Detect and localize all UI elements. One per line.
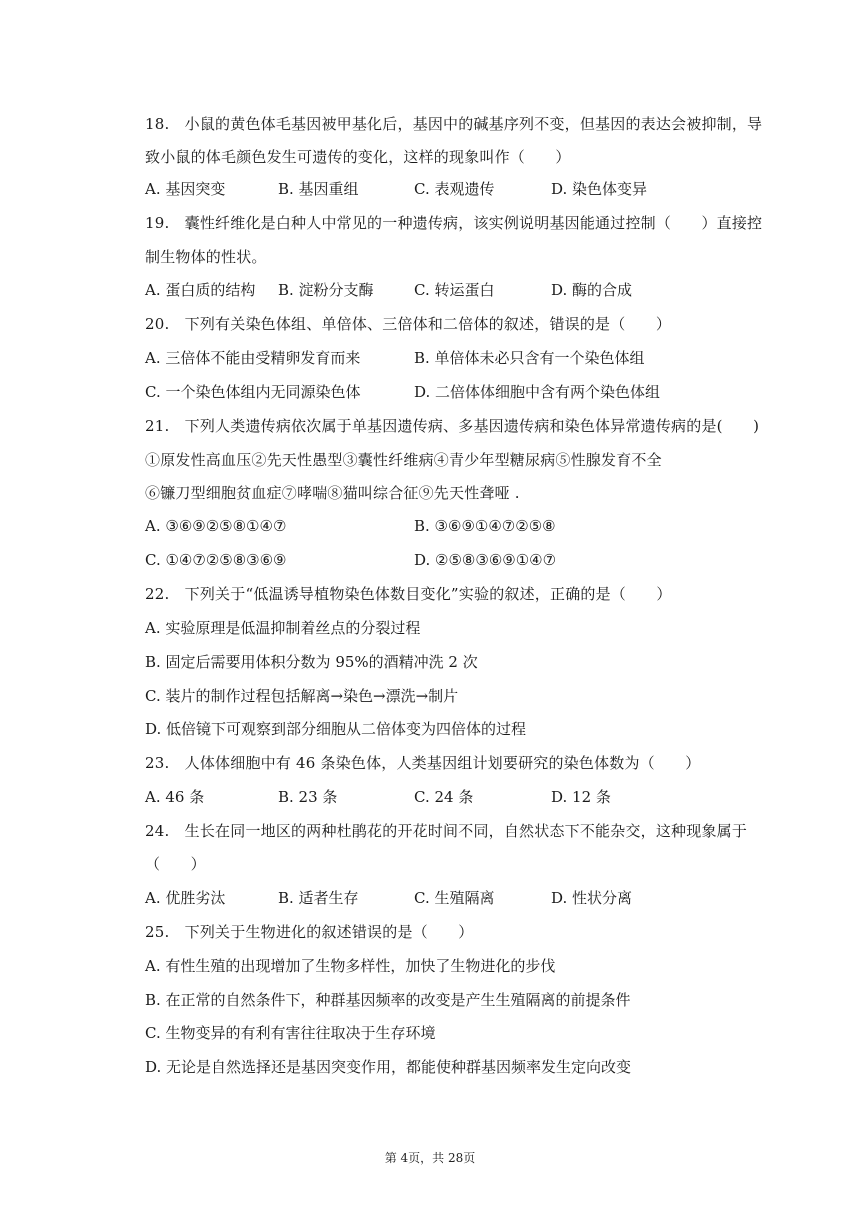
q24-option-a: A. 优胜劣汰 bbox=[145, 889, 226, 907]
q21-option-b: B. ③⑥⑨①④⑦②⑤⑧ bbox=[414, 517, 556, 535]
q23-stem-line1: 23. 人体体细胞中有 46 条染色体，人类基因组计划要研究的染色体数为（ ） bbox=[145, 754, 701, 772]
q20-option-c: C. 一个染色体组内无同源染色体 bbox=[145, 383, 361, 401]
q18-option-d: D. 染色体变异 bbox=[551, 180, 648, 198]
q24-stem-line1: 24. 生长在同一地区的两种杜鹃花的开花时间不同，自然状态下不能杂交，这种现象属于 bbox=[145, 822, 748, 840]
q22-option-b: B. 固定后需要用体积分数为 95%的酒精冲洗 2 次 bbox=[145, 653, 478, 671]
q21-option-c: C. ①④⑦②⑤⑧③⑥⑨ bbox=[145, 551, 287, 569]
q18-option-a: A. 基因突变 bbox=[145, 180, 226, 198]
q25-option-b: B. 在正常的自然条件下，种群基因频率的改变是产生生殖隔离的前提条件 bbox=[145, 991, 631, 1009]
q19-option-d: D. 酶的合成 bbox=[551, 281, 633, 299]
q19-stem-line1: 19. 囊性纤维化是白种人中常见的一种遗传病，该实例说明基因能通过控制（ ）直接控 bbox=[145, 214, 763, 232]
q18-stem-line2: 致小鼠的体毛颜色发生可遗传的变化，这样的现象叫作（ ） bbox=[145, 148, 571, 166]
q18-option-c: C. 表观遗传 bbox=[414, 180, 495, 198]
q22-option-c: C. 装片的制作过程包括解离→染色→漂洗→制片 bbox=[145, 687, 459, 705]
q20-option-d: D. 二倍体体细胞中含有两个染色体组 bbox=[414, 383, 661, 401]
q24-option-b: B. 适者生存 bbox=[278, 889, 359, 907]
q19-stem-line2: 制生物体的性状。 bbox=[145, 248, 267, 266]
q20-option-a: A. 三倍体不能由受精卵发育而来 bbox=[145, 349, 361, 367]
q21-option-a: A. ③⑥⑨②⑤⑧①④⑦ bbox=[145, 517, 287, 535]
q18-stem-line1: 18. 小鼠的黄色体毛基因被甲基化后，基因中的碱基序列不变，但基因的表达会被抑制，导 bbox=[145, 115, 763, 133]
q22-stem-line1: 22. 下列关于“低温诱导植物染色体数目变化”实验的叙述，正确的是（ ） bbox=[145, 585, 672, 603]
q24-option-c: C. 生殖隔离 bbox=[414, 889, 495, 907]
q20-stem-line1: 20. 下列有关染色体组、单倍体、三倍体和二倍体的叙述，错误的是（ ） bbox=[145, 315, 672, 333]
q21-stem-line3: ⑥镰刀型细胞贫血症⑦哮喘⑧猫叫综合征⑨先天性聋哑 . bbox=[145, 484, 520, 502]
q24-stem-line2: （ ） bbox=[145, 855, 206, 873]
q22-option-a: A. 实验原理是低温抑制着丝点的分裂过程 bbox=[145, 619, 421, 637]
q21-option-d: D. ②⑤⑧③⑥⑨①④⑦ bbox=[414, 551, 557, 569]
q23-option-d: D. 12 条 bbox=[551, 788, 611, 806]
q23-option-b: B. 23 条 bbox=[278, 788, 338, 806]
q21-stem-line1: 21. 下列人类遗传病依次属于单基因遗传病、多基因遗传病和染色体异常遗传病的是( ) bbox=[145, 417, 760, 435]
q21-stem-line2: ①原发性高血压②先天性愚型③囊性纤维病④青少年型糖尿病⑤性腺发育不全 bbox=[145, 451, 662, 469]
q20-option-b: B. 单倍体未必只含有一个染色体组 bbox=[414, 349, 645, 367]
q23-option-c: C. 24 条 bbox=[414, 788, 474, 806]
q19-option-a: A. 蛋白质的结构 bbox=[145, 281, 256, 299]
q23-option-a: A. 46 条 bbox=[145, 788, 205, 806]
q25-option-a: A. 有性生殖的出现增加了生物多样性，加快了生物进化的步伐 bbox=[145, 957, 556, 975]
q18-option-b: B. 基因重组 bbox=[278, 180, 359, 198]
q19-option-c: C. 转运蛋白 bbox=[414, 281, 495, 299]
q25-option-c: C. 生物变异的有利有害往往取决于生存环境 bbox=[145, 1024, 436, 1042]
q25-option-d: D. 无论是自然选择还是基因突变作用，都能使种群基因频率发生定向改变 bbox=[145, 1058, 632, 1076]
q24-option-d: D. 性状分离 bbox=[551, 889, 633, 907]
q25-stem-line1: 25. 下列关于生物进化的叙述错误的是（ ） bbox=[145, 923, 474, 941]
page-footer: 第 4页，共 28页 bbox=[384, 1151, 476, 1165]
q19-option-b: B. 淀粉分支酶 bbox=[278, 281, 374, 299]
q22-option-d: D. 低倍镜下可观察到部分细胞从二倍体变为四倍体的过程 bbox=[145, 720, 527, 738]
